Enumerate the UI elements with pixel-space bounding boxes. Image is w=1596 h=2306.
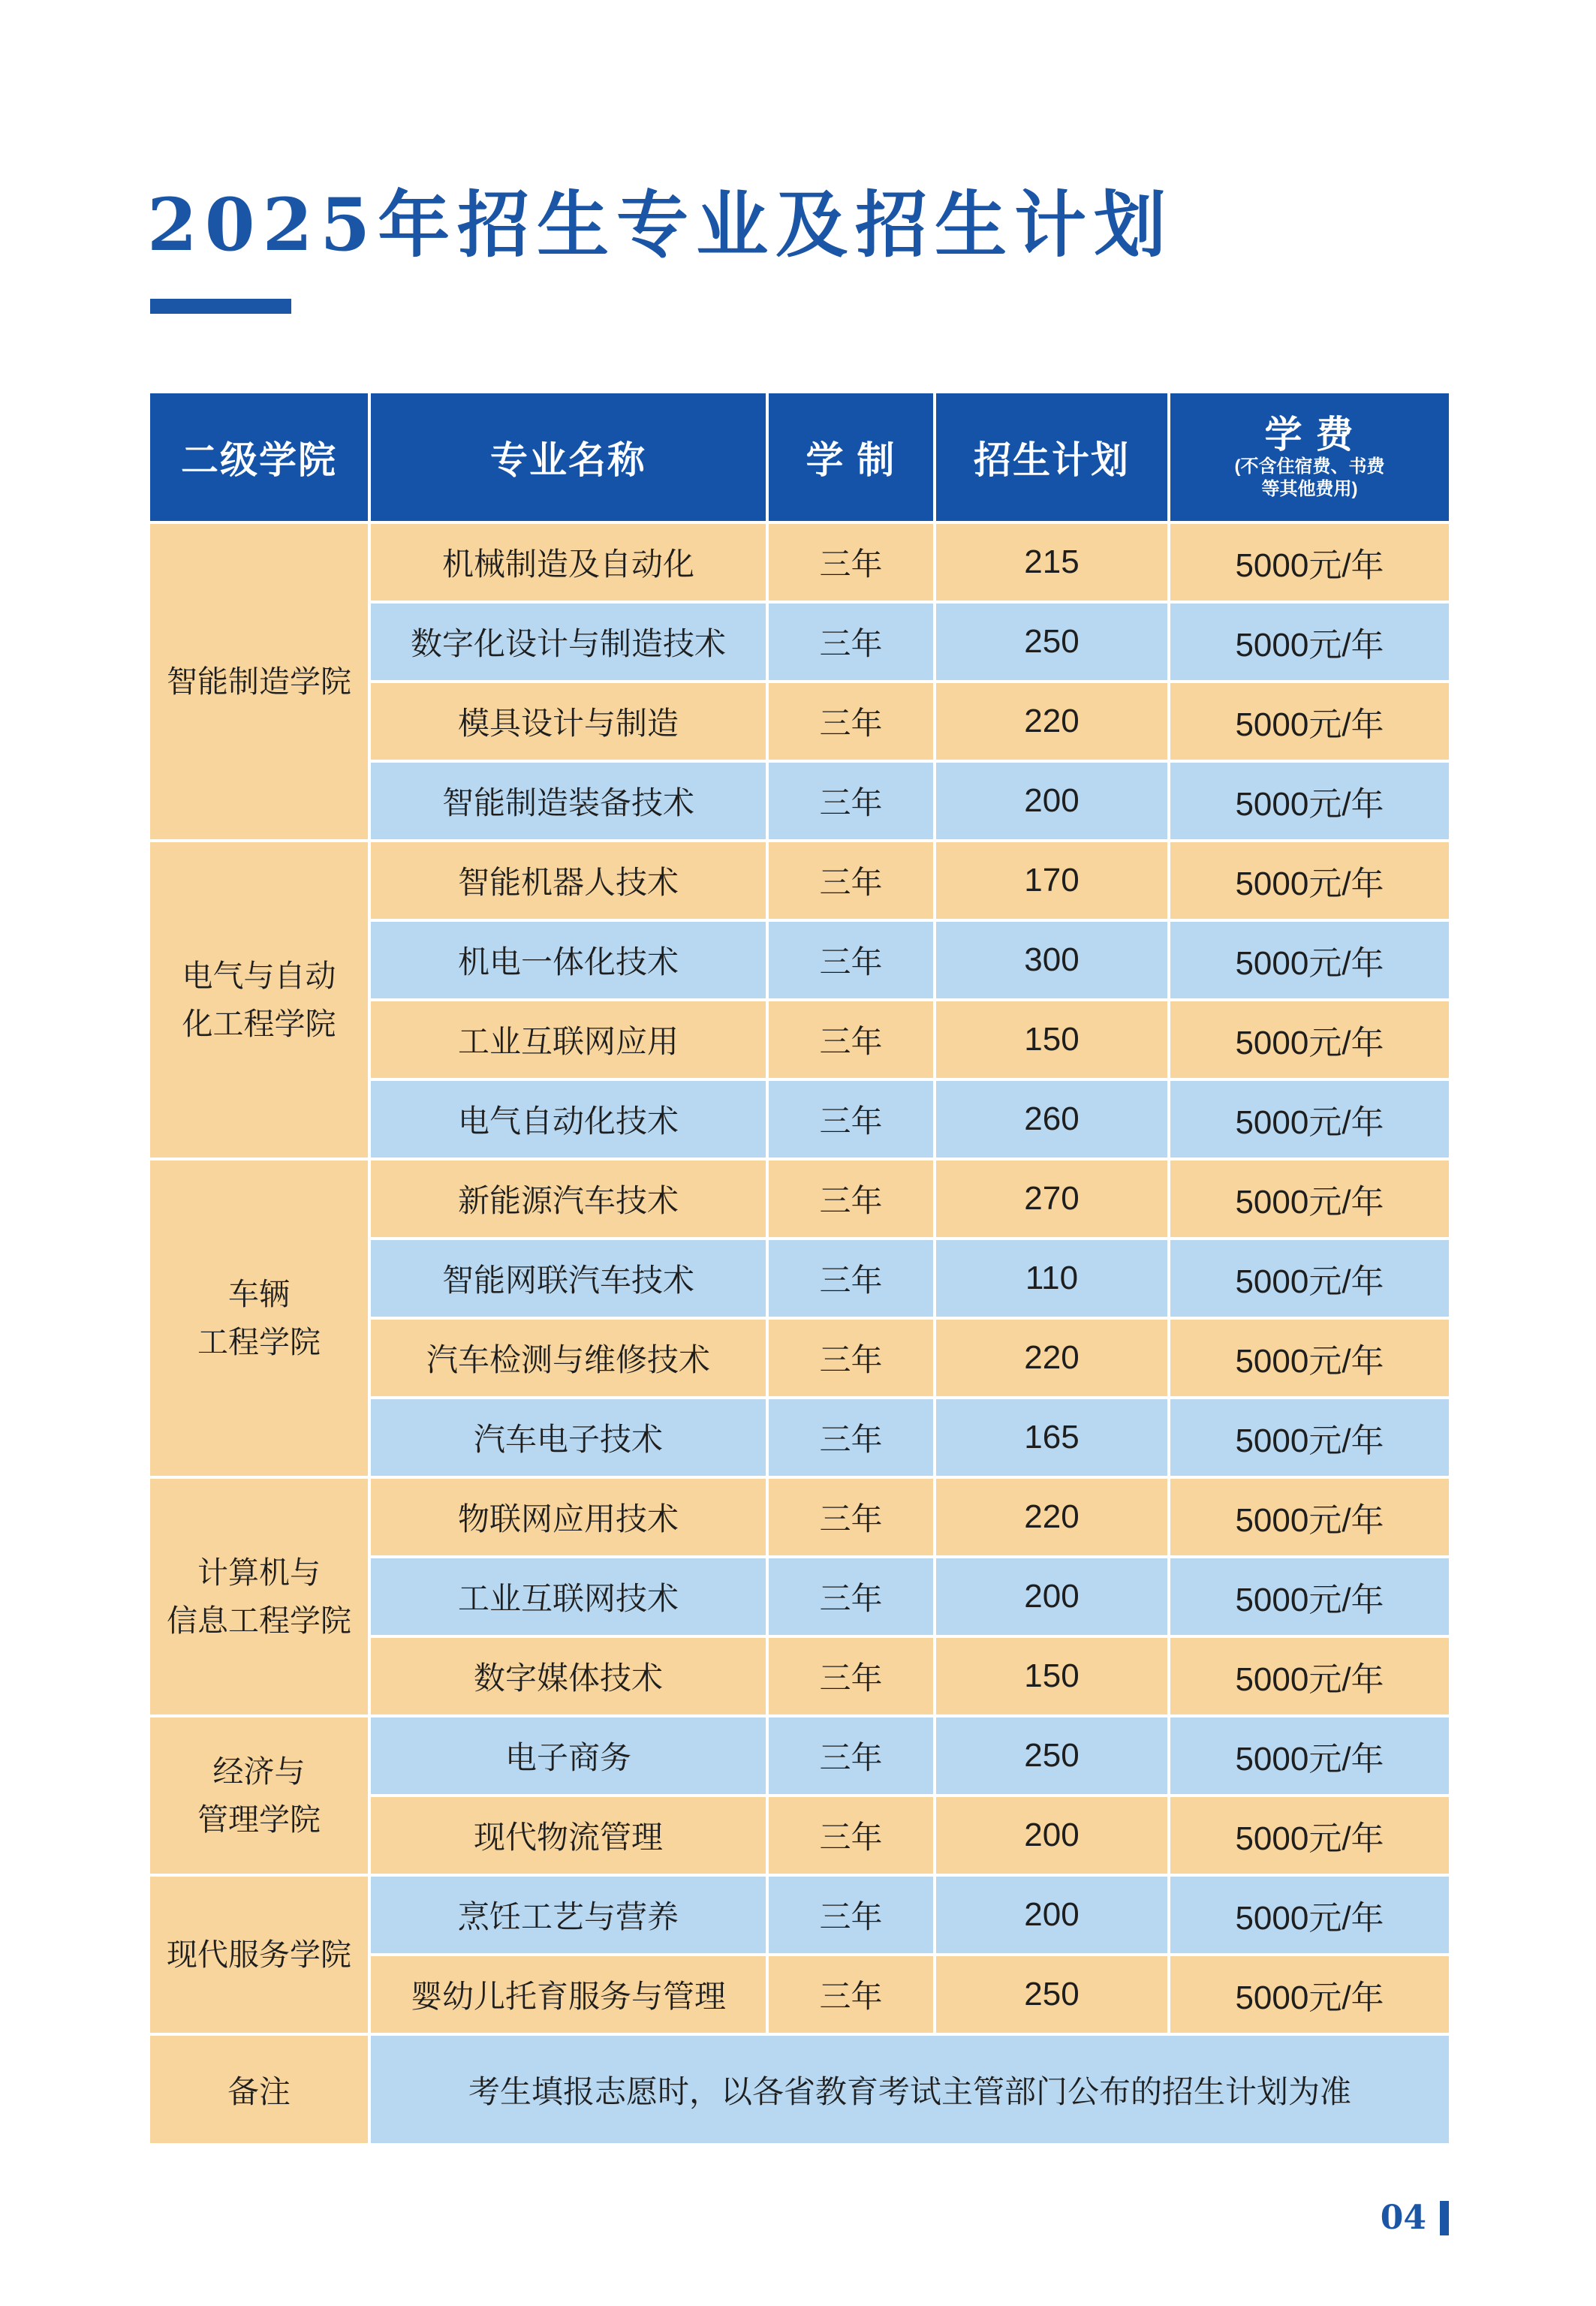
major-cell: 现代物流管理 (371, 1797, 766, 1874)
plan-cell: 170 (936, 842, 1167, 919)
duration-cell: 三年 (769, 683, 933, 760)
college-name-line: 智能制造学院 (167, 664, 351, 699)
plan-cell: 250 (936, 1956, 1167, 2033)
header-row (150, 393, 1449, 521)
plan-cell: 200 (936, 1877, 1167, 1953)
duration-cell: 三年 (769, 1717, 933, 1794)
plan-cell: 270 (936, 1161, 1167, 1237)
major-cell: 数字化设计与制造技术 (371, 604, 766, 680)
duration-cell: 三年 (769, 763, 933, 839)
fee-cell: 5000元/年 (1170, 1479, 1449, 1555)
fee-cell: 5000元/年 (1170, 1240, 1449, 1317)
fee-cell: 5000元/年 (1170, 1877, 1449, 1953)
major-cell: 数字媒体技术 (371, 1638, 766, 1714)
fee-cell: 5000元/年 (1170, 1638, 1449, 1714)
header-fee (1170, 393, 1449, 521)
major-cell: 电子商务 (371, 1717, 766, 1794)
header-major: 专业名称 (371, 393, 766, 521)
college-cell (150, 842, 368, 1158)
plan-cell: 200 (936, 763, 1167, 839)
plan-cell: 215 (936, 524, 1167, 601)
major-cell: 婴幼儿托育服务与管理 (371, 1956, 766, 2033)
college-cell (150, 1479, 368, 1714)
fee-cell: 5000元/年 (1170, 524, 1449, 601)
major-cell: 烹饪工艺与营养 (371, 1877, 766, 1953)
college-cell (150, 1717, 368, 1874)
table-row (150, 1877, 1449, 1953)
enrollment-table (147, 390, 1452, 2146)
remark-label: 备注 (150, 2036, 368, 2143)
plan-cell: 200 (936, 1797, 1167, 1874)
plan-cell: 250 (936, 1717, 1167, 1794)
college-name-line: 化工程学院 (182, 1007, 336, 1041)
plan-cell: 110 (936, 1240, 1167, 1317)
duration-cell: 三年 (769, 1797, 933, 1874)
major-cell: 智能网联汽车技术 (371, 1240, 766, 1317)
major-cell: 汽车电子技术 (371, 1399, 766, 1476)
duration-cell: 三年 (769, 1479, 933, 1555)
duration-cell: 三年 (769, 1638, 933, 1714)
duration-cell: 三年 (769, 1161, 933, 1237)
header-fee-note-line: 等其他费用) (1261, 479, 1358, 499)
page-number: 04 (1380, 2199, 1426, 2237)
duration-cell: 三年 (769, 524, 933, 601)
college-name-line: 工程学院 (197, 1325, 321, 1359)
plan-cell: 300 (936, 922, 1167, 998)
duration-cell: 三年 (769, 1240, 933, 1317)
fee-cell: 5000元/年 (1170, 1001, 1449, 1078)
page-title: 2025年招生专业及招生计划 (147, 182, 1174, 267)
duration-cell: 三年 (769, 922, 933, 998)
major-cell: 电气自动化技术 (371, 1081, 766, 1158)
duration-cell: 三年 (769, 1399, 933, 1476)
duration-cell: 三年 (769, 604, 933, 680)
duration-cell: 三年 (769, 1081, 933, 1158)
fee-cell: 5000元/年 (1170, 1717, 1449, 1794)
college-name-line: 车辆 (228, 1277, 290, 1311)
college-name-line: 计算机与 (197, 1555, 321, 1590)
duration-cell: 三年 (769, 1320, 933, 1396)
header-fee-label: 学 费 (1264, 414, 1355, 456)
table-row (150, 842, 1449, 919)
fee-cell: 5000元/年 (1170, 683, 1449, 760)
college-name-line: 经济与 (212, 1754, 306, 1789)
major-cell: 智能机器人技术 (371, 842, 766, 919)
header-fee-note-line: (不含住宿费、书费 (1234, 456, 1385, 477)
duration-cell: 三年 (769, 1001, 933, 1078)
major-cell: 物联网应用技术 (371, 1479, 766, 1555)
major-cell: 新能源汽车技术 (371, 1161, 766, 1237)
fee-cell: 5000元/年 (1170, 842, 1449, 919)
table-row (150, 524, 1449, 601)
fee-cell: 5000元/年 (1170, 1161, 1449, 1237)
major-cell: 工业互联网技术 (371, 1558, 766, 1635)
college-cell (150, 1161, 368, 1476)
college-cell (150, 524, 368, 839)
fee-cell: 5000元/年 (1170, 1320, 1449, 1396)
duration-cell: 三年 (769, 1956, 933, 2033)
fee-cell: 5000元/年 (1170, 1081, 1449, 1158)
fee-cell: 5000元/年 (1170, 1399, 1449, 1476)
college-name-line: 电气与自动 (182, 959, 336, 993)
plan-cell: 165 (936, 1399, 1167, 1476)
plan-cell: 150 (936, 1001, 1167, 1078)
major-cell: 工业互联网应用 (371, 1001, 766, 1078)
table-row (150, 1161, 1449, 1237)
college-name-line: 现代服务学院 (167, 1937, 351, 1972)
table-row (150, 1717, 1449, 1794)
fee-cell: 5000元/年 (1170, 1797, 1449, 1874)
table-row (150, 1479, 1449, 1555)
duration-cell: 三年 (769, 1877, 933, 1953)
fee-cell: 5000元/年 (1170, 922, 1449, 998)
title-underline (150, 299, 291, 314)
college-name-line: 信息工程学院 (167, 1603, 351, 1638)
major-cell: 模具设计与制造 (371, 683, 766, 760)
major-cell: 汽车检测与维修技术 (371, 1320, 766, 1396)
plan-cell: 220 (936, 1479, 1167, 1555)
fee-cell: 5000元/年 (1170, 1956, 1449, 2033)
table-body (150, 524, 1449, 2033)
duration-cell: 三年 (769, 1558, 933, 1635)
page-number-bar (1440, 2201, 1449, 2235)
remark-text: 考生填报志愿时，以各省教育考试主管部门公布的招生计划为准 (371, 2036, 1449, 2143)
header-duration: 学 制 (769, 393, 933, 521)
header-fee-group (1170, 414, 1449, 501)
major-cell: 智能制造装备技术 (371, 763, 766, 839)
remark-row (150, 2036, 1449, 2143)
header-college: 二级学院 (150, 393, 368, 521)
major-cell: 机械制造及自动化 (371, 524, 766, 601)
fee-cell: 5000元/年 (1170, 1558, 1449, 1635)
plan-cell: 150 (936, 1638, 1167, 1714)
fee-cell: 5000元/年 (1170, 604, 1449, 680)
major-cell: 机电一体化技术 (371, 922, 766, 998)
college-cell (150, 1877, 368, 2033)
duration-cell: 三年 (769, 842, 933, 919)
plan-cell: 250 (936, 604, 1167, 680)
plan-cell: 220 (936, 683, 1167, 760)
plan-cell: 260 (936, 1081, 1167, 1158)
plan-cell: 220 (936, 1320, 1167, 1396)
college-name-line: 管理学院 (197, 1802, 321, 1837)
fee-cell: 5000元/年 (1170, 763, 1449, 839)
plan-cell: 200 (936, 1558, 1167, 1635)
header-plan: 招生计划 (936, 393, 1167, 521)
